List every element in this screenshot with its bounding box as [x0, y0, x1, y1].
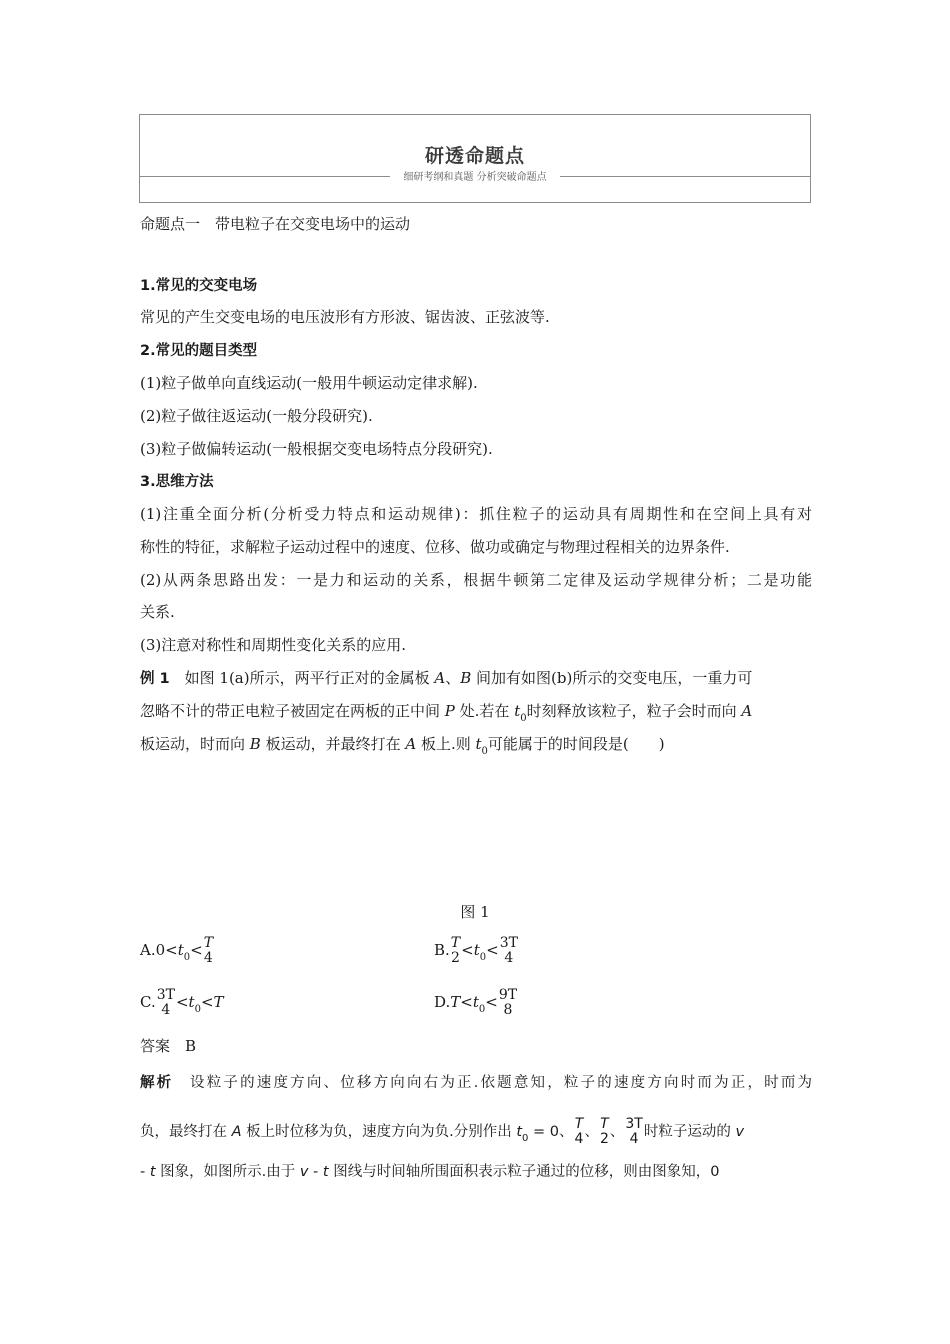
fraction-3t-over-4: 3T 4 [156, 987, 175, 1018]
fraction-3t-over-4: 3T 4 [499, 935, 518, 966]
fraction-t-over-4: T 4 [203, 935, 214, 966]
analysis-label: 解析 [140, 1075, 174, 1091]
fraction-t-over-2: T 2 [450, 935, 461, 966]
banner-divider-right [560, 176, 810, 177]
analysis-line-3: - t 图象，如图所示.由于 v - t 图线与时间轴所围面积表示粒子通过的位移，则由图象知，0 [140, 1164, 720, 1180]
answer: 答案 B [140, 1037, 197, 1055]
analysis-line-1: 解析 设粒子的速度方向、位移方向向右为正.依题意知，粒子的速度方向时而为正，时而为 [140, 1075, 813, 1091]
heading-2: 2.常见的题目类型 [140, 343, 258, 359]
example-line-3: 板运动，时而向 B 板运动，并最终打在 A 板上.则 $t_0$可能属于的时间段是( ) [140, 735, 665, 757]
banner-title: 研透命题点 [424, 145, 525, 167]
method-2-line-2: 关系. [140, 603, 175, 621]
section-banner [139, 114, 811, 203]
heading-1: 1.常见的交变电场 [140, 278, 258, 294]
method-1-line-1: (1)注重全面分析(分析受力特点和运动规律)：抓住粒子的运动具有周期性和在空间上具有对 [140, 505, 812, 523]
fraction-t-over-2: T 2 [599, 1116, 609, 1147]
option-b: B. T 2 $<t_0<$ 3T 4 [434, 935, 518, 966]
banner-subtitle: 细研考纲和真题 分析突破命题点 [403, 172, 547, 183]
option-c: C. 3T 4 $<t_0<T$ [140, 987, 224, 1018]
analysis-line-2: 负，最终打在 A 板上时位移为负，速度方向为负.分别作出 $t_0 = 0$、 T 4 、 T 2 、 3T 4 时粒子运动的 v [140, 1116, 745, 1147]
fraction-t-over-4: T 4 [574, 1116, 584, 1147]
type-item-1: (1)粒子做单向直线运动(一般用牛顿运动定律求解). [140, 374, 478, 392]
option-a: $A.0<t_0<$ T 4 [140, 935, 214, 966]
example-line-1: 例 1 如图 1(a)所示，两平行正对的金属板 A、B 间加有如图(b)所示的交变电压，一重力可 [140, 669, 753, 687]
paragraph-1: 常见的产生交变电场的电压波形有方形波、锯齿波、正弦波等. [140, 308, 550, 326]
type-item-3: (3)粒子做偏转运动(一般根据交变电场特点分段研究). [140, 440, 493, 458]
method-3: (3)注意对称性和周期性变化关系的应用. [140, 636, 407, 654]
example-line-2: 忽略不计的带正电粒子被固定在两板的正中间 P 处.若在 $t_0$时刻释放该粒子，粒子会时而向 A [140, 702, 753, 724]
section-heading: 命题点一 带电粒子在交变电场中的运动 [140, 215, 411, 233]
type-item-2: (2)粒子做往返运动(一般分段研究). [140, 407, 373, 425]
option-d: $D.T<t_0<$ 9T 8 [434, 987, 518, 1018]
figure-caption: 图 1 [460, 903, 490, 921]
example-label: 例 1 [140, 671, 170, 687]
method-1-line-2: 称性的特征，求解粒子运动过程中的速度、位移、做功或确定与物理过程相关的边界条件. [140, 538, 730, 556]
heading-3: 3.思维方法 [140, 474, 214, 490]
fraction-3t-over-4: 3T 4 [625, 1116, 643, 1147]
method-2-line-1: (2)从两条思路出发：一是力和运动的关系，根据牛顿第二定律及运动学规律分析；二是功能 [140, 571, 812, 589]
fraction-9t-over-8: 9T 8 [498, 987, 518, 1018]
